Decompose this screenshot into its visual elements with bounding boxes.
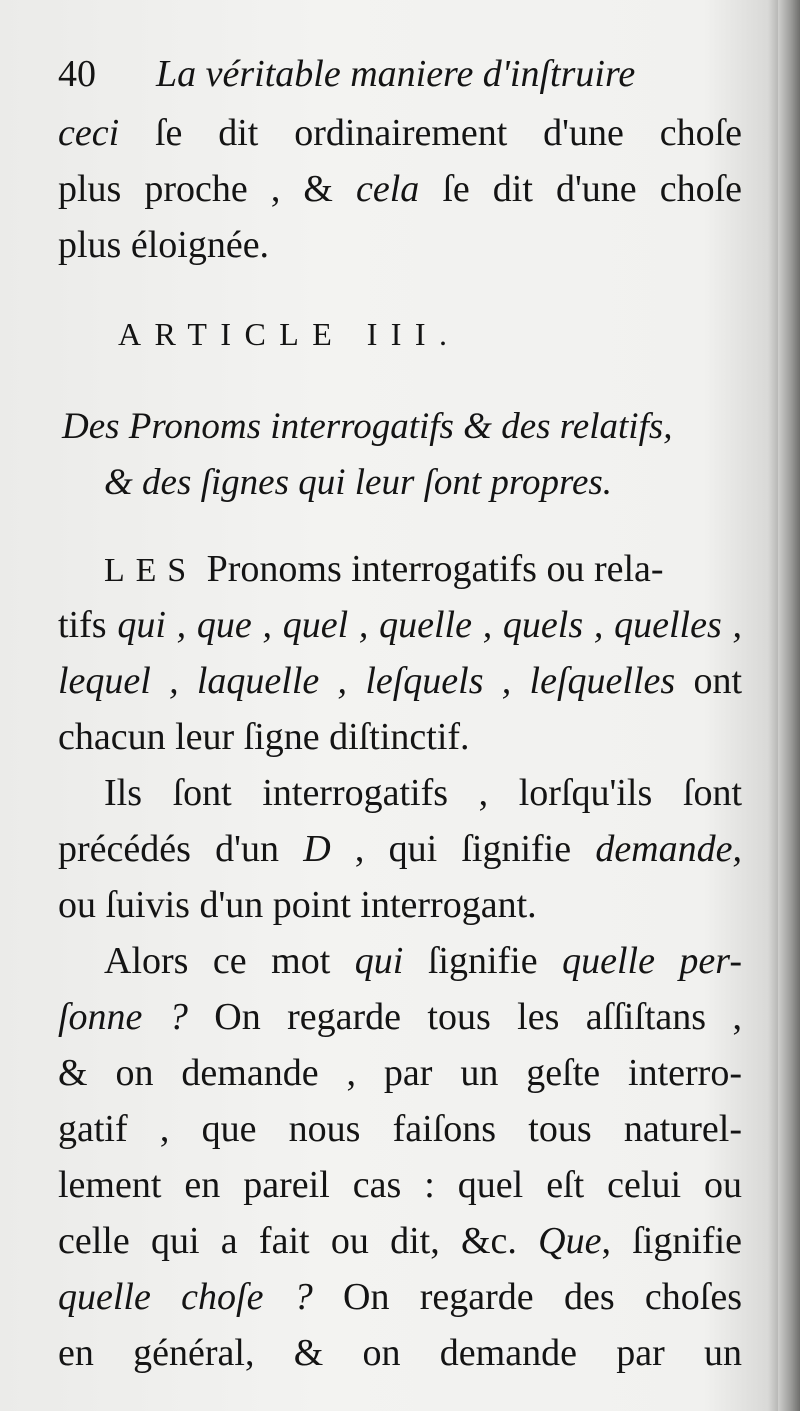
paragraph-2-line-2 [58, 600, 742, 650]
text-span: On regarde des choſes [312, 1276, 742, 1318]
paragraph-4-line-2 [58, 992, 742, 1042]
word-cela: cela [355, 168, 420, 210]
pronoun-list: lequel , laquelle , leſquels , leſquelles [58, 660, 676, 702]
paragraph-4-line-3: & on demande , par un geſte interro- [58, 1052, 742, 1094]
text-span: celle qui a fait ou dit, &c. [58, 1220, 539, 1262]
paragraph-1-line-2 [58, 164, 742, 214]
paragraph-4-line-1 [104, 936, 742, 986]
paragraph-1-line-3: plus éloignée. [58, 224, 270, 266]
paragraph-4-line-4: gatif , que nous faiſons tous naturel- [58, 1108, 742, 1150]
pronoun-list: qui , que , quel , quelle , quels , quelles , [117, 604, 743, 646]
text-span: , ſignifie [601, 1220, 742, 1262]
page-edge [778, 0, 800, 1411]
word-quelle-personne: quelle per- [562, 940, 742, 982]
paragraph-3-line-2 [58, 824, 742, 874]
text-span: , qui ſignifie [330, 828, 596, 870]
article-subtitle-line-2: & des ſignes qui leur ſont propres. [104, 462, 613, 503]
text-span: On regarde tous les aſſiſtans , [187, 996, 742, 1038]
paragraph-3-line-3: ou ſuivis d'un point interrogant. [58, 884, 537, 926]
text-span: ſe dit ordinairement d'une choſe [119, 112, 742, 154]
paragraph-3-line-1: Ils ſont interrogatifs , lorſqu'ils ſont [104, 772, 742, 814]
text-span: Pronoms interrogatifs ou rela- [197, 548, 664, 590]
word-ceci: ceci [58, 112, 120, 154]
small-caps-les: LES [104, 552, 198, 589]
page-header [58, 52, 748, 102]
paragraph-4-line-6 [58, 1216, 742, 1266]
running-head: La véritable maniere d'inſtruire [156, 53, 636, 95]
word-demande: demande, [595, 828, 742, 870]
text-span: plus proche , & [58, 168, 356, 210]
letter-d: D [303, 828, 331, 870]
word-qui: qui [354, 940, 404, 982]
paragraph-4-line-7 [58, 1272, 742, 1322]
text-span: ont [675, 660, 742, 702]
word-que: Que [538, 1220, 602, 1262]
text-span: précédés d'un [58, 828, 304, 870]
page-number: 40 [58, 53, 96, 95]
paragraph-2-line-4: chacun leur ſigne diſtinctif. [58, 716, 470, 758]
paragraph-4-line-5: lement en pareil cas : quel eſt celui ou [58, 1164, 742, 1206]
word-quelle-chose: quelle choſe ? [58, 1276, 313, 1318]
paragraph-4-line-8: en général, & on demande par un [58, 1332, 742, 1374]
text-span: ſignifie [403, 940, 563, 982]
paragraph-2-line-3 [58, 656, 742, 706]
article-heading: ARTICLE III. [118, 316, 461, 352]
paragraph-1-line-1 [58, 108, 742, 158]
article-subtitle-line-1: Des Pronoms interrogatifs & des relatifs, [62, 406, 673, 447]
text-span: tifs [58, 604, 118, 646]
text-span: ſe dit d'une choſe [419, 168, 743, 210]
word-sonne: ſonne ? [58, 996, 188, 1038]
text-span: Alors ce mot [104, 940, 355, 982]
paragraph-2-line-1 [104, 544, 742, 596]
